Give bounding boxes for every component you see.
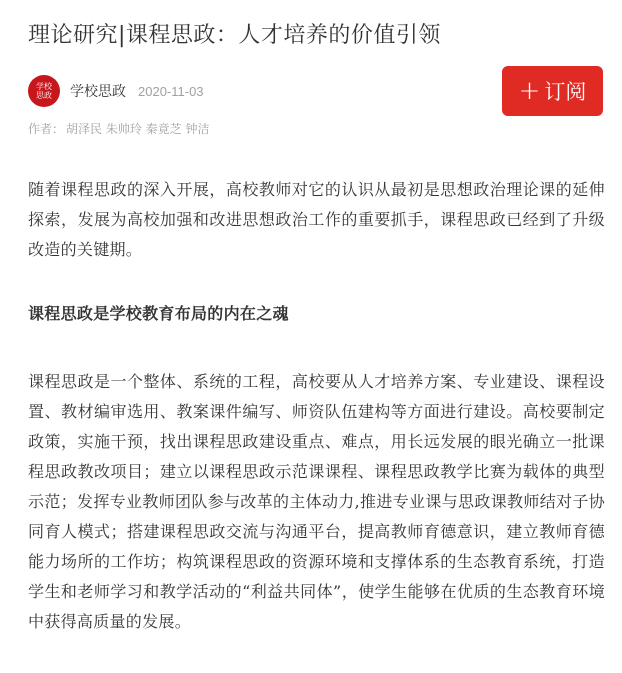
body-paragraph: 课程思政是一个整体、系统的工程，高校要从人才培养方案、专业建设、课程设置、教材编审选用、教案课件编写、师资队伍建构等方面进行建设。高校要制定政策，实施干预，找出课程思政建设重点、难点，用长远发展的眼光确立一批课程思政教改项目；建立以课程思政示范课课程、课程思政教学比赛为载体的典型示范；发挥专业教师团队参与改革的主体动力,推进专业课与思政课教师结对子协同育人模式；搭建课程思政交流与沟通平台，提高教师育德意识，建立教师育德能力场所的工作坊；构筑课程思政的资源环境和支撑体系的生态教育系统，打造学生和老师学习和教学活动的“利益共同体”，使学生能够在优质的生态教育环境中获得高质量的发展。 (28, 372, 605, 631)
authors-line (28, 120, 209, 137)
subscribe-label: 订阅 (544, 80, 587, 104)
authors-names: 胡泽民 朱帅玲 秦竟芝 钟洁 (66, 122, 210, 136)
source-name-link[interactable]: 学校思政 (70, 84, 126, 100)
article-title: 理论研究|课程思政：人才培养的价值引领 (28, 23, 441, 48)
publish-date: 2020-11-03 (138, 83, 204, 99)
section-heading: 课程思政是学校教育布局的内在之魂 (28, 304, 289, 323)
subscribe-button[interactable] (502, 66, 603, 116)
source-meta (28, 74, 204, 108)
plus-icon: + (518, 76, 541, 106)
intro-paragraph: 随着课程思政的深入开展，高校教师对它的认识从最初是思想政治理论课的延伸探索，发展为高校加强和改进思想政治工作的重要抓手，课程思政已经到了升级改造的关键期。 (28, 180, 605, 259)
article-body (28, 175, 605, 637)
authors-label: 作者： (28, 122, 65, 136)
avatar-text-line2: 思政 (36, 91, 52, 100)
avatar-text-line1: 学校 (36, 82, 52, 91)
source-avatar[interactable] (28, 75, 60, 107)
